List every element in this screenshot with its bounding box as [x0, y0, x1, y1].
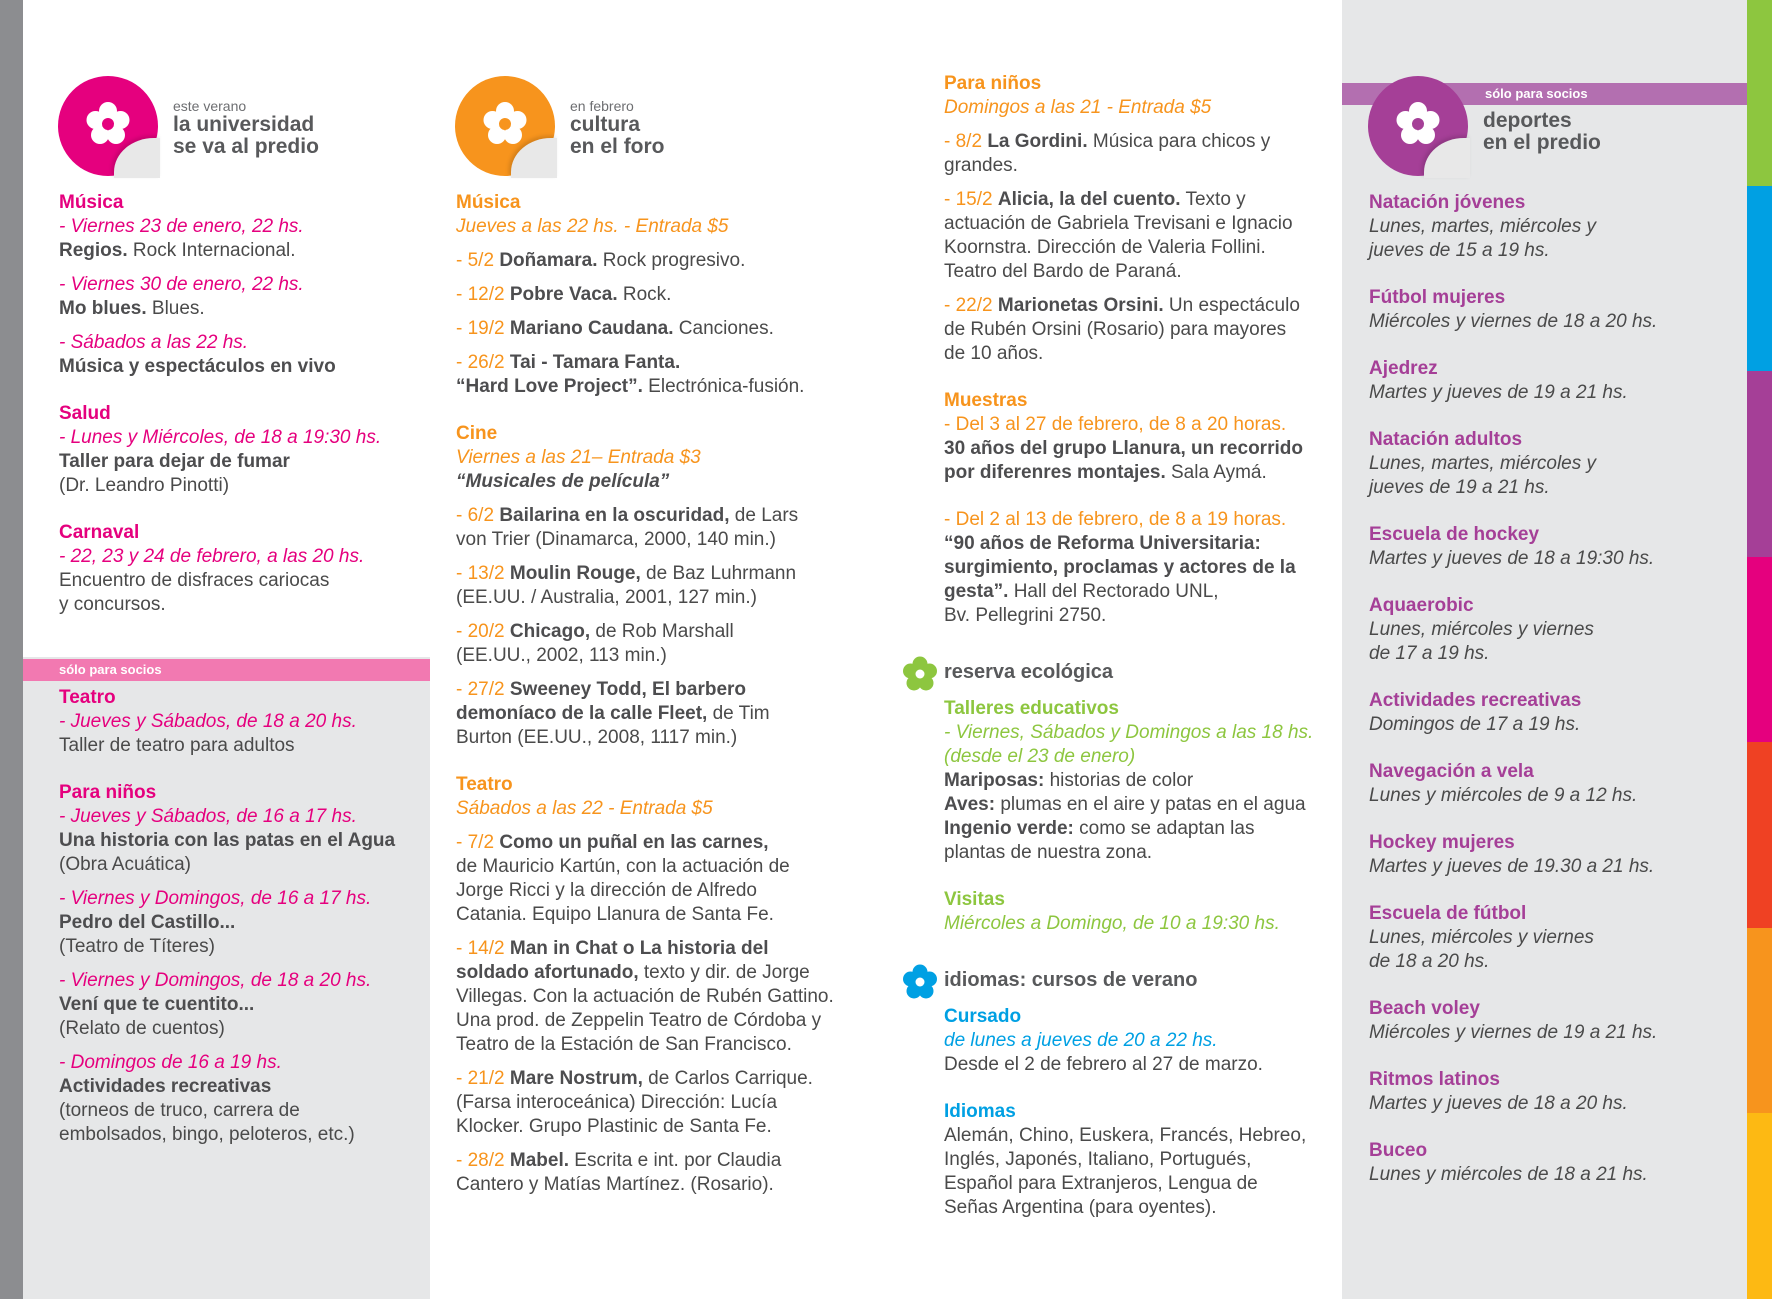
sport-item: Ajedrez Martes y jueves de 19 a 21 hs. [1369, 358, 1628, 403]
event-line: - 26/2 Tai - Tamara Fanta. [456, 352, 681, 373]
event-date: - Viernes 23 de enero, 22 hs. [59, 216, 304, 237]
event-line: Burton (EE.UU., 2008, 1117 min.) [456, 727, 738, 748]
section-title-musica: Música [456, 192, 521, 213]
event-date: - Viernes y Domingos, de 18 a 20 hs. [59, 970, 372, 991]
section-subtitle: Jueves a las 22 hs. - Entrada $5 [456, 216, 729, 237]
flower-icon [58, 76, 158, 176]
event-line: Mariposas: historias de color [944, 770, 1194, 791]
event-line: - 7/2 Como un puñal en las carnes, [456, 832, 769, 853]
section-title-cine: Cine [456, 423, 498, 444]
section-subtitle: Viernes a las 21– Entrada $3 [456, 447, 701, 468]
col4-content [1369, 191, 1739, 1187]
col3-reserva [944, 697, 1344, 936]
event-line: Teatro del Bardo de Paraná. [944, 261, 1182, 282]
event-line: de Mauricio Kartún, con la actuación de [456, 856, 790, 877]
event-line: surgimiento, proclamas y actores de la [944, 557, 1296, 578]
section-title-idiomas: Idiomas [944, 1101, 1016, 1122]
col3-content-top [944, 72, 1344, 628]
color-stripes [1747, 0, 1772, 1299]
event-line: Señas Argentina (para oyentes). [944, 1197, 1217, 1218]
left-grey-strip [0, 0, 23, 1299]
col2-content [456, 191, 856, 1197]
event-line: embolsados, bingo, peloteros, etc.) [59, 1124, 355, 1145]
event-line: (Obra Acuática) [59, 854, 191, 875]
event-line: Catania. Equipo Llanura de Santa Fe. [456, 904, 774, 925]
event-line: Bv. Pellegrini 2750. [944, 605, 1107, 626]
event-date: - Jueves y Sábados, de 18 a 20 hs. [59, 711, 357, 732]
section-subtitle: Domingos a las 21 - Entrada $5 [944, 97, 1212, 118]
event-line: Encuentro de disfraces cariocas [59, 570, 330, 591]
header-title-line2: se va al predio [173, 135, 319, 158]
event-line: y concursos. [59, 594, 166, 615]
event-line: Pedro del Castillo... [59, 912, 236, 933]
sport-item: Beach voley Miércoles y viernes de 19 a 21 hs. [1369, 998, 1658, 1043]
event-line: - 15/2 Alicia, la del cuento. Texto y [944, 189, 1246, 210]
event-line: (Farsa interoceánica) Dirección: Lucía [456, 1092, 778, 1113]
event-line: - 21/2 Mare Nostrum, de Carlos Carrique. [456, 1068, 813, 1089]
section-title-teatro: Teatro [59, 687, 116, 708]
event-line: gesta”. Hall del Rectorado UNL, [944, 581, 1219, 602]
section-title-carnaval: Carnaval [59, 522, 140, 543]
col4-header [1368, 76, 1688, 186]
event-date: - Viernes 30 de enero, 22 hs. [59, 274, 304, 295]
flower-icon [455, 76, 555, 176]
event-line: - 13/2 Moulin Rouge, de Baz Luhrmann [456, 563, 797, 584]
header-title-line2: en el predio [1483, 131, 1601, 154]
sport-item: Natación jóvenes Lunes, martes, miércoles y jueves de 15 a 19 hs. [1369, 192, 1597, 261]
event-date: - Del 3 al 27 de febrero, de 8 a 20 horas. [944, 414, 1287, 435]
event-line: Jorge Ricci y la dirección de Alfredo [456, 880, 757, 901]
col1-content-top [59, 191, 419, 617]
idiomas-heading: idiomas: cursos de verano [944, 969, 1198, 991]
event-line: Klocker. Grupo Plastinic de Santa Fe. [456, 1116, 772, 1137]
header-title-line1: deportes [1483, 109, 1572, 132]
event-date: - Viernes y Domingos, de 16 a 17 hs. [59, 888, 372, 909]
header-small-text: este verano [173, 98, 247, 114]
event-line: grandes. [944, 155, 1018, 176]
sport-item: Actividades recreativas Domingos de 17 a 19 hs. [1369, 690, 1582, 735]
event-line: (torneos de truco, carrera de [59, 1100, 300, 1121]
event-line: soldado afortunado, texto y dir. de Jorge [456, 962, 810, 983]
event-line: (EE.UU. / Australia, 2001, 127 min.) [456, 587, 757, 608]
event-line: 30 años del grupo Llanura, un recorrido [944, 438, 1303, 459]
event-line: Música y espectáculos en vivo [59, 356, 336, 377]
sport-item: Ritmos latinos Martes y jueves de 18 a 20 hs. [1369, 1069, 1628, 1114]
event-line: Desde el 2 de febrero al 27 de marzo. [944, 1054, 1263, 1075]
sport-item: Navegación a vela Lunes y miércoles de 9 a 12 hs. [1369, 761, 1638, 806]
flower-icon [1368, 76, 1468, 176]
event-line: “90 años de Reforma Universitaria: [944, 533, 1261, 554]
event-date: - Jueves y Sábados, de 16 a 17 hs. [59, 806, 357, 827]
event-line: (EE.UU., 2002, 113 min.) [456, 645, 667, 666]
section-title-muestras: Muestras [944, 390, 1028, 411]
event-date: - 22, 23 y 24 de febrero, a las 20 hs. [59, 546, 365, 567]
event-line: Teatro de la Estación de San Francisco. [456, 1034, 792, 1055]
event-line: - 28/2 Mabel. Escrita e int. por Claudia [456, 1150, 782, 1171]
event-line: (Dr. Leandro Pinotti) [59, 475, 230, 496]
event-line: Cantero y Matías Martínez. (Rosario). [456, 1174, 774, 1195]
col2-header [455, 76, 775, 186]
event-line: - 19/2 Mariano Caudana. Canciones. [456, 318, 774, 339]
event-date: (desde el 23 de enero) [944, 746, 1136, 767]
event-line: Villegas. Con la actuación de Rubén Gattino. [456, 986, 834, 1007]
event-line: Vení que te cuentito... [59, 994, 255, 1015]
header-title-line1: la universidad [173, 113, 315, 136]
event-date: - Lunes y Miércoles, de 18 a 19:30 hs. [59, 427, 382, 448]
event-date: - Del 2 al 13 de febrero, de 8 a 19 horas. [944, 509, 1287, 530]
event-line: demoníaco de la calle Fleet, de Tim [456, 703, 770, 724]
event-line: von Trier (Dinamarca, 2000, 140 min.) [456, 529, 776, 550]
event-line: - 14/2 Man in Chat o La historia del [456, 938, 769, 959]
event-line: (Relato de cuentos) [59, 1018, 225, 1039]
section-title-talleres: Talleres educativos [944, 698, 1119, 719]
section-title-cursado: Cursado [944, 1006, 1022, 1027]
event-line: Taller de teatro para adultos [59, 735, 295, 756]
sport-item: Escuela de hockey Martes y jueves de 18 a 19:30 hs. [1369, 524, 1655, 569]
section-title-ninos: Para niños [59, 782, 157, 803]
section-title-musica: Música [59, 192, 124, 213]
header-small-text: en febrero [570, 98, 634, 114]
event-date: - Sábados a las 22 hs. [59, 332, 249, 353]
flower-icon [902, 656, 938, 692]
event-line: Ingenio verde: como se adaptan las [944, 818, 1255, 839]
event-line: de 10 años. [944, 343, 1044, 364]
event-line: por diferenres montajes. Sala Aymá. [944, 462, 1267, 483]
sport-item: Aquaerobic Lunes, miércoles y viernes de 17 a 19 hs. [1369, 595, 1594, 664]
event-line: - 8/2 La Gordini. Música para chicos y [944, 131, 1271, 152]
event-line: - 12/2 Pobre Vaca. Rock. [456, 284, 672, 305]
event-line: Mo blues. Blues. [59, 298, 205, 319]
section-title-visitas: Visitas [944, 889, 1005, 910]
flower-icon [902, 964, 938, 1000]
event-line: - 6/2 Bailarina en la oscuridad, de Lars [456, 505, 799, 526]
event-line: Actividades recreativas [59, 1076, 272, 1097]
event-line: Español para Extranjeros, Lengua de [944, 1173, 1258, 1194]
col1-content-bottom [59, 686, 419, 1147]
event-line: Taller para dejar de fumar [59, 451, 290, 472]
section-subtitle-2: “Musicales de película” [456, 471, 670, 492]
event-line: Aves: plumas en el aire y patas en el agua [944, 794, 1306, 815]
section-subtitle: Sábados a las 22 - Entrada $5 [456, 798, 713, 819]
event-line: plantas de nuestra zona. [944, 842, 1153, 863]
event-date: - Domingos de 16 a 19 hs. [59, 1052, 282, 1073]
event-line: Una prod. de Zeppelin Teatro de Córdoba y [456, 1010, 822, 1031]
header-title-line2: en el foro [570, 135, 665, 158]
sport-item: Buceo Lunes y miércoles de 18 a 21 hs. [1369, 1140, 1648, 1185]
section-title-ninos: Para niños [944, 73, 1042, 94]
event-line: “Hard Love Project”. Electrónica-fusión. [456, 376, 805, 397]
event-line: de Rubén Orsini (Rosario) para mayores [944, 319, 1287, 340]
event-line: - 5/2 Doñamara. Rock progresivo. [456, 250, 746, 271]
section-title-salud: Salud [59, 403, 111, 424]
section-title-teatro: Teatro [456, 774, 513, 795]
sport-item: Natación adultos Lunes, martes, miércoles y jueves de 19 a 21 hs. [1369, 429, 1597, 498]
event-line: - 22/2 Marionetas Orsini. Un espectáculo [944, 295, 1300, 316]
sport-item: Fútbol mujeres Miércoles y viernes de 18 a 20 hs. [1369, 287, 1658, 332]
col3-idiomas [944, 1005, 1344, 1220]
header-title-line1: cultura [570, 113, 641, 136]
event-line: Koornstra. Dirección de Valeria Follini. [944, 237, 1266, 258]
sport-item: Escuela de fútbol Lunes, miércoles y viernes de 18 a 20 hs. [1369, 903, 1594, 972]
event-date: Miércoles a Domingo, de 10 a 19:30 hs. [944, 913, 1280, 934]
socios-banner: sólo para socios [1342, 83, 1747, 105]
event-line: Inglés, Japonés, Italiano, Portugués, [944, 1149, 1252, 1170]
event-line: Regios. Rock Internacional. [59, 240, 296, 261]
event-line: - 20/2 Chicago, de Rob Marshall [456, 621, 734, 642]
event-line: Una historia con las patas en el Agua [59, 830, 396, 851]
event-line: - 27/2 Sweeney Todd, El barbero [456, 679, 747, 700]
socios-banner: sólo para socios [23, 659, 430, 681]
sport-item: Hockey mujeres Martes y jueves de 19.30 a 21 hs. [1369, 832, 1655, 877]
col1-header [58, 76, 378, 186]
reserva-heading: reserva ecológica [944, 661, 1113, 683]
event-date: de lunes a jueves de 20 a 22 hs. [944, 1030, 1218, 1051]
event-date: - Viernes, Sábados y Domingos a las 18 hs. [944, 722, 1314, 743]
event-line: (Teatro de Títeres) [59, 936, 215, 957]
event-line: actuación de Gabriela Trevisani e Ignacio [944, 213, 1293, 234]
event-line: Alemán, Chino, Euskera, Francés, Hebreo, [944, 1125, 1307, 1146]
